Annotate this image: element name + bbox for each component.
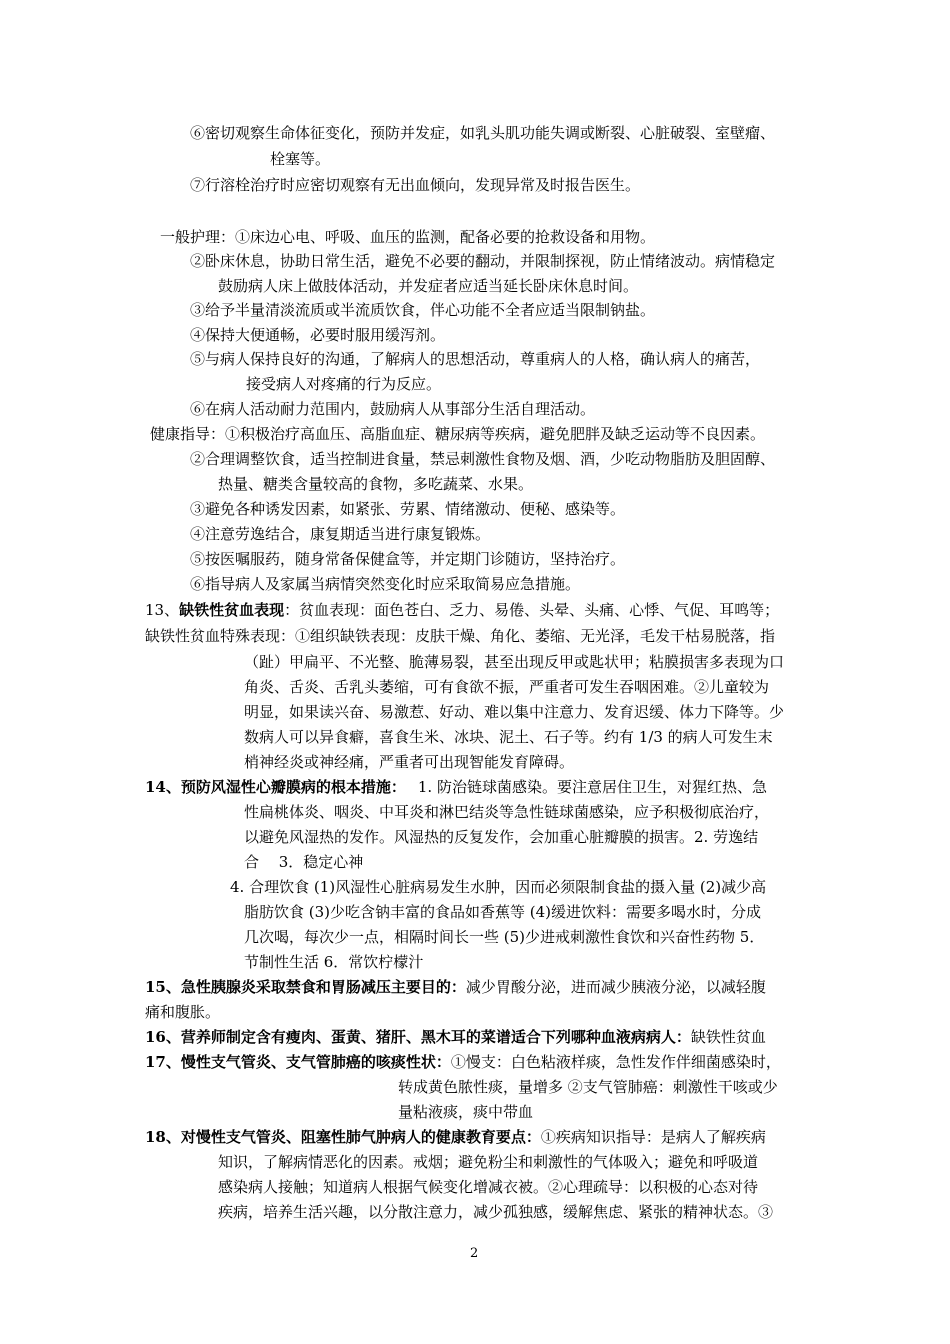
text-line: ③给予半量清淡流质或半流质饮食，伴心功能不全者应适当限制钠盐。 [190, 301, 656, 319]
question-heading: 18、对慢性支气管炎、阻塞性肺气肿病人的健康教育要点： [145, 1128, 541, 1146]
text-line: ⑤与病人保持良好的沟通，了解病人的思想活动，尊重病人的人格，确认病人的痛苦， [190, 350, 761, 368]
text-line: 梢神经炎或神经痛，严重者可出现智能发育障碍。 [244, 753, 575, 771]
question-heading: 15、急性胰腺炎采取禁食和胃肠减压主要目的： [145, 978, 466, 996]
page-number: 2 [470, 1246, 479, 1261]
text-line: 脂肪饮食 (3)少吃含钠丰富的食品如香蕉等 (4)缓进饮料：需要多喝水时，分成 [244, 903, 762, 921]
text-line: ②合理调整饮食，适当控制进食量，禁忌刺激性食物及烟、酒，少吃动物脂肪及胆固醇、 [190, 450, 776, 468]
text-line: ③避免各种诱发因素，如紧张、劳累、情绪激动、便秘、感染等。 [190, 500, 626, 518]
section-general-care: 一般护理：①床边心电、呼吸、血压的监测，配备必要的抢救设备和用物。 [160, 228, 656, 246]
text-line: ⑥在病人活动耐力范围内，鼓励病人从事部分生活自理活动。 [190, 400, 596, 418]
text-line: 角炎、舌炎、舌乳头萎缩，可有食欲不振，严重者可发生吞咽困难。②儿童较为 [244, 678, 770, 696]
text-line: 以避免风湿热的发作。风湿热的反复发作，会加重心脏瓣膜的损害。2. 劳逸结 [244, 828, 759, 846]
text-line: ⑤按医嘱服药，随身常备保健盒等，并定期门诊随访，坚持治疗。 [190, 550, 626, 568]
text-line: 接受病人对疼痛的行为反应。 [246, 375, 442, 393]
text-line: 疾病，培养生活兴趣，以分散注意力，减少孤独感，缓解焦虑、紧张的精神状态。③ [218, 1203, 774, 1221]
text-line: （趾）甲扁平、不光整、脆薄易裂，甚至出现反甲或匙状甲；粘膜损害多表现为口 [244, 653, 785, 671]
section-health-guidance: 健康指导：①积极治疗高血压、高脂血症、糖尿病等疾病，避免肥胖及缺乏运动等不良因素。 [150, 425, 766, 443]
text-line: ⑥指导病人及家属当病情突然变化时应采取简易应急措施。 [190, 575, 581, 593]
answer-text: 1. 防治链球菌感染。要注意居住卫生，对猩红热、急 [417, 778, 767, 796]
text-line: 量粘液痰，痰中带血 [398, 1103, 534, 1121]
text-line: 感染病人接触；知道病人根据气候变化增减衣被。②心理疏导：以积极的心态对待 [218, 1178, 759, 1196]
text-line: ⑥密切观察生命体征变化，预防并发症，如乳头肌功能失调或断裂、心脏破裂、室壁瘤、 [190, 124, 776, 142]
answer-text: 减少胃酸分泌，进而减少胰液分泌，以减轻腹 [465, 978, 766, 996]
answer-text: 缺铁性贫血 [690, 1028, 766, 1046]
text-line: 栓塞等。 [270, 150, 331, 168]
question-heading: 16、营养师制定含有瘦肉、蛋黄、猪肝、黑木耳的菜谱适合下列哪种血液病病人： [145, 1028, 691, 1046]
text-line: ④保持大便通畅，必要时服用缓泻剂。 [190, 326, 446, 344]
text-line: 几次喝，每次少一点，相隔时间长一些 (5)少进戒刺激性食饮和兴奋性药物 5． [244, 928, 765, 946]
question-15 [145, 976, 766, 998]
answer-text: ①疾病知识指导：是病人了解疾病 [540, 1128, 766, 1146]
question-heading: 缺铁性贫血表现 [179, 601, 285, 619]
text-line: 明显，如果读兴奋、易激惹、好动、难以集中注意力、发育迟缓、体力下降等。少 [244, 703, 785, 721]
question-17 [145, 1051, 781, 1073]
question-13 [145, 599, 779, 621]
text-line: 鼓励病人床上做肢体活动，并发症者应适当延长卧床休息时间。 [218, 277, 639, 295]
text-line: 性扁桃体炎、咽炎、中耳炎和淋巴结炎等急性链球菌感染，应予积极彻底治疗， [244, 803, 770, 821]
question-heading: 14、预防风湿性心瓣膜病的根本措施： [145, 778, 406, 796]
question-16 [145, 1026, 766, 1048]
text-line: 节制性生活 6．常饮柠檬汁 [244, 953, 424, 971]
text-line: ④注意劳逸结合，康复期适当进行康复锻炼。 [190, 525, 491, 543]
question-number: 13、 [145, 601, 180, 619]
text-line: 知识，了解病情恶化的因素。戒烟；避免粉尘和刺激性的气体吸入；避免和呼吸道 [218, 1153, 759, 1171]
text-line: 转成黄色脓性痰，量增多 ②支气管肺癌：刺激性干咳或少 [398, 1078, 778, 1096]
answer-text: ①慢支：白色粘液样痰，急性发作伴细菌感染时， [450, 1053, 781, 1071]
text-line: 热量、糖类含量较高的食物，多吃蔬菜、水果。 [218, 475, 534, 493]
text-line: 合 3．稳定心神 [244, 853, 364, 871]
text-line: 4. 合理饮食 (1)风湿性心脏病易发生水肿，因而必须限制食盐的摄入量 (2)减少高 [230, 878, 767, 896]
text-line: ⑦行溶栓治疗时应密切观察有无出血倾向，发现异常及时报告医生。 [190, 176, 641, 194]
answer-text: ：贫血表现：面色苍白、乏力、易倦、头晕、头痛、心悸、气促、耳鸣等； [284, 601, 780, 619]
text-line: 痛和腹胀。 [145, 1003, 221, 1021]
question-heading: 17、慢性支气管炎、支气管肺癌的咳痰性状： [145, 1053, 451, 1071]
question-14 [145, 776, 767, 798]
text-line: 缺铁性贫血特殊表现：①组织缺铁表现：皮肤干燥、角化、萎缩、无光泽，毛发干枯易脱落，指 [145, 627, 776, 645]
text-line: 数病人可以异食癖，喜食生米、冰块、泥土、石子等。约有 1/3 的病人可发生末 [244, 728, 773, 746]
question-18 [145, 1126, 766, 1148]
text-line: ②卧床休息，协助日常生活，避免不必要的翻动，并限制探视，防止情绪波动。病情稳定 [190, 252, 776, 270]
